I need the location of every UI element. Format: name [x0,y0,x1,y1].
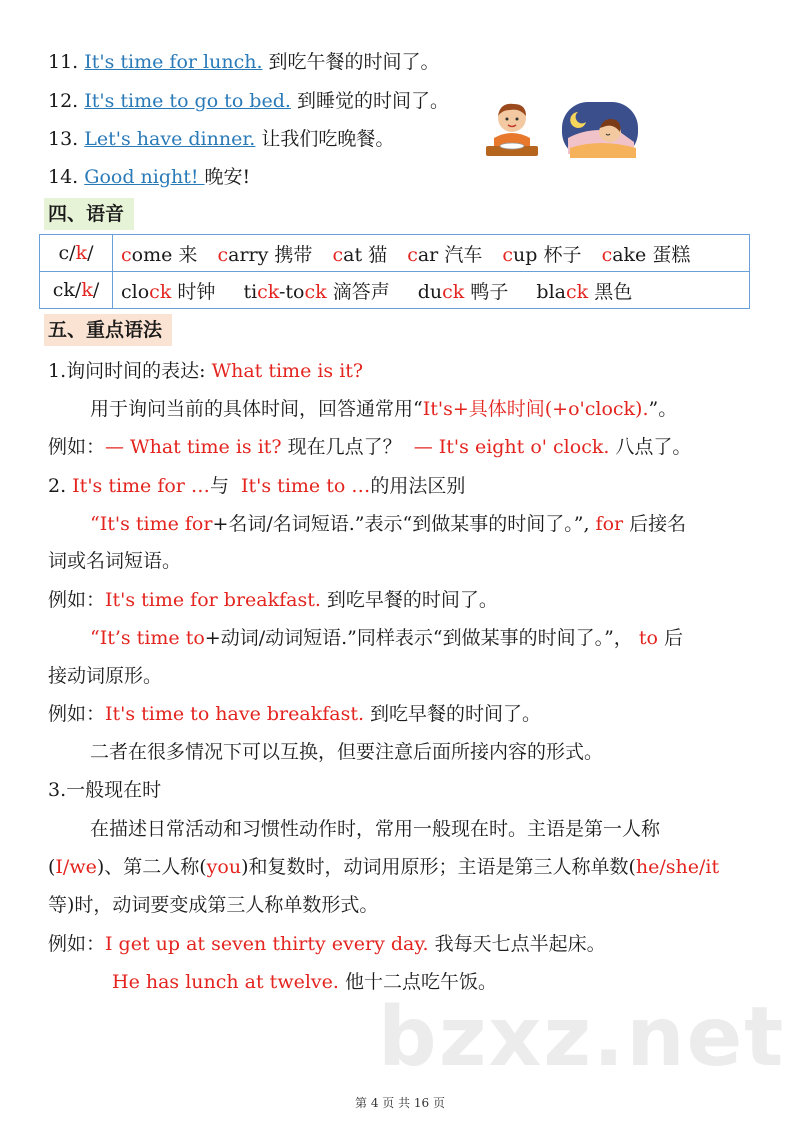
phonetic-cell: ck/k/ [40,272,113,309]
word-item: come 来 [121,243,198,266]
grammar-title-3: 3.一般现在时 [48,779,162,801]
vocab-chinese: 让我们吃晚餐。 [261,128,395,150]
grammar-title-1: 1.询问时间的表达: What time is it? [48,360,364,382]
grammar-body-1: 用于询问当前的具体时间，回答通常用“It's+具体时间(+o'clock).”。 [90,398,678,420]
table-row [40,235,750,272]
vocab-english: Let's have dinner. [84,128,256,150]
grammar-body-3-line2: (I/we)、第二人称(you)和复数时，动词用原形；主语是第三人称单数(he/she/it [48,856,720,878]
grammar-body-2b-cont: 接动词原形。 [48,665,163,687]
word-item: clock 时钟 [121,280,216,303]
vocab-chinese: 到吃午餐的时间了。 [268,51,440,73]
example-line-2: 例如：It's time for breakfast. 到吃早餐的时间了。 [48,589,498,611]
grammar-body-2b: “It’s time to+动词/动词短语.”同样表示“到做某事的时间了。”， to 后 [90,627,683,649]
vocab-line-12: 12. It's time to go to bed. 到睡觉的时间了。 [48,90,449,112]
boy-eating-illustration [480,98,544,162]
example-line-3: 例如：It's time to have breakfast. 到吃早餐的时间了。 [48,703,542,725]
vocab-line-13: 13. Let's have dinner. 让我们吃晚餐。 [48,128,395,150]
grammar-title-2: 2. It's time for …与 It's time to …的用法区别 [48,475,466,497]
watermark: bzxz.net [378,990,786,1085]
grammar-body-3-line3: 等)时，动词要变成第三人称单数形式。 [48,894,379,916]
table-row [40,272,750,309]
word-item: cup 杯子 [502,243,582,266]
grammar-body-3-line1: 在描述日常活动和习惯性动作时，常用一般现在时。主语是第一人称 [90,818,661,840]
vocab-english: It's time for lunch. [84,51,263,73]
word-item: duck 鸭子 [417,280,509,303]
word-item: cake 蛋糕 [601,243,691,266]
vocab-english: It's time to go to bed. [84,90,291,112]
vocab-english: Good night! [84,166,205,188]
section-heading-phonics: 四、语音 [44,198,134,230]
word-item: carry 携带 [217,243,313,266]
example-line-5: He has lunch at twelve. 他十二点吃午饭。 [112,971,497,993]
word-item: car 汽车 [407,243,483,266]
phonetic-cell: c/k/ [40,235,113,272]
words-cell [113,272,750,309]
girl-sleeping-illustration [560,98,640,162]
grammar-body-2a-cont: 词或名词短语。 [48,550,182,572]
example-line-1: 例如：— What time is it? 现在几点了？ — It's eight o' clock. 八点了。 [48,436,692,458]
vocab-chinese: 晚安! [204,166,251,188]
word-item: tick-tock 滴答声 [243,280,390,303]
grammar-body-2a: “It's time for+名词/名词短语.”表示“到做某事的时间了。”, for 后接名 [90,513,687,535]
words-cell [113,235,750,272]
vocab-line-11: 11. It's time for lunch. 到吃午餐的时间了。 [48,51,440,73]
vocab-line-14: 14. Good night! 晚安! [48,166,251,188]
word-item: cat 猫 [332,243,388,266]
example-line-4: 例如：I get up at seven thirty every day. 我每天七点半起床。 [48,933,606,955]
grammar-note-2: 二者在很多情况下可以互换，但要注意后面所接内容的形式。 [90,741,604,763]
page-footer: 第 4 页 共 16 页 [355,1096,445,1110]
section-heading-grammar: 五、重点语法 [44,314,172,346]
phonics-table [39,234,750,309]
word-item: black 黑色 [536,280,633,303]
vocab-chinese: 到睡觉的时间了。 [296,90,449,112]
